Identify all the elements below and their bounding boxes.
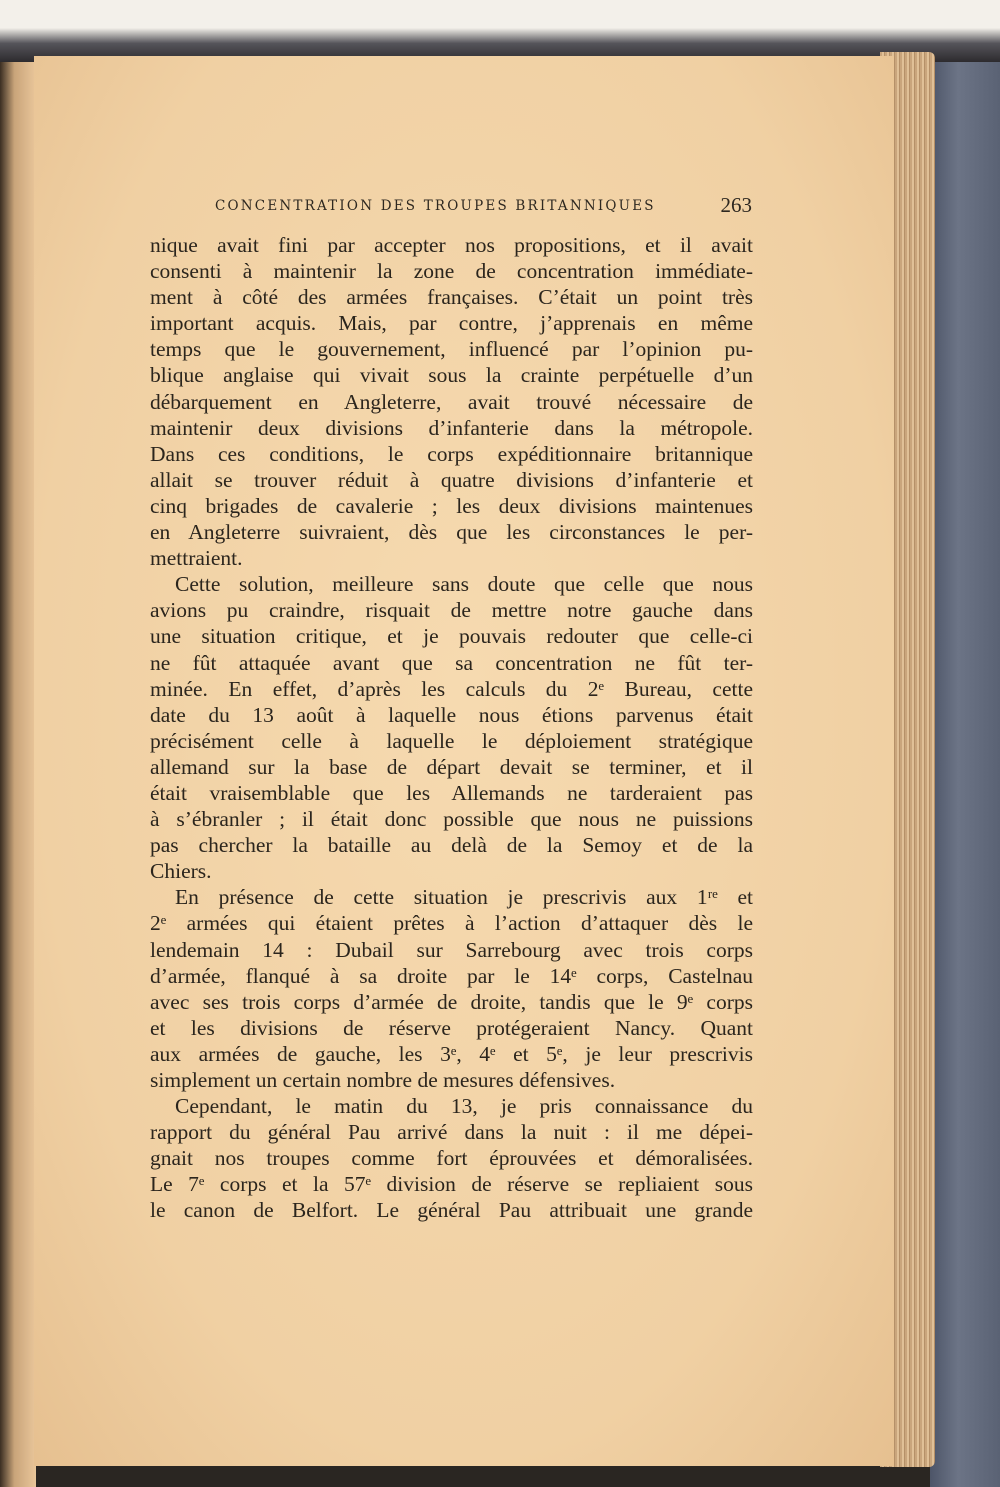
text-line: Dans ces conditions, le corps expéditionnaire britannique xyxy=(150,441,753,466)
text-line: avions pu craindre, risquait de mettre notre gauche dans xyxy=(150,598,753,623)
text-line: ne fût attaquée avant que sa concentration ne fût ter- xyxy=(150,650,753,675)
text-line: à s’ébranler ; il était donc possible que nous ne puissions xyxy=(150,807,753,832)
text-line: pas chercher la bataille au delà de la Semoy et de la xyxy=(150,833,753,858)
text-line: mettraient. xyxy=(150,546,243,571)
text-line: lendemain 14 : Dubail sur Sarrebourg avec trois corps xyxy=(150,937,753,962)
text-line: aux armées de gauche, les 3ᵉ, 4ᵉ et 5ᵉ, je leur prescrivis xyxy=(150,1041,753,1066)
text-line: d’armée, flanqué à sa droite par le 14ᵉ corps, Castelnau xyxy=(150,963,753,988)
running-title: CONCENTRATION DES TROUPES BRITANNIQUES xyxy=(215,198,656,214)
text-line: ment à côté des armées françaises. C’était un point très xyxy=(150,285,753,310)
text-line: minée. En effet, d’après les calculs du 2ᵉ Bureau, cette xyxy=(150,676,753,701)
text-line: cinq brigades de cavalerie ; les deux divisions maintenues xyxy=(150,493,753,518)
text-line: date du 13 août à laquelle nous étions parvenus était xyxy=(150,702,753,727)
book-gutter xyxy=(0,0,36,1487)
text-line: nique avait fini par accepter nos propositions, et il avait xyxy=(150,233,753,257)
text-line: Le 7ᵉ corps et la 57ᵉ division de réserve se repliaient sous xyxy=(150,1172,753,1197)
text-line: rapport du général Pau arrivé dans la nuit : il me dépei- xyxy=(150,1120,753,1145)
book-cover xyxy=(930,30,1000,1487)
text-line: et les divisions de réserve protégeraient Nancy. Quant xyxy=(150,1015,753,1040)
text-line: allemand sur la base de départ devait se terminer, et il xyxy=(150,754,753,779)
text-line: était vraisemblable que les Allemands ne tarderaient pas xyxy=(150,780,753,805)
text-line: une situation critique, et je pouvais redouter que celle-ci xyxy=(150,624,753,649)
text-line: précisément celle à laquelle le déploiement stratégique xyxy=(150,728,753,753)
text-line: simplement un certain nombre de mesures défensives. xyxy=(150,1068,616,1092)
text-line: En présence de cette situation je prescrivis aux 1ʳᵉ et xyxy=(175,885,753,910)
text-line: important acquis. Mais, par contre, j’apprenais en même xyxy=(150,311,753,336)
body-text xyxy=(150,232,753,1224)
text-line: Chiers. xyxy=(150,859,212,884)
text-line: Cette solution, meilleure sans doute que celle que nous xyxy=(175,572,753,597)
text-line: le canon de Belfort. Le général Pau attribuait une grande xyxy=(150,1198,753,1223)
text-line: temps que le gouvernement, influencé par l’opinion pu- xyxy=(150,337,753,362)
text-line: Cependant, le matin du 13, je pris connaissance du xyxy=(175,1094,753,1119)
text-line: consenti à maintenir la zone de concentration immédiate- xyxy=(150,259,753,284)
text-line: 2ᵉ armées qui étaient prêtes à l’action d’attaquer dès le xyxy=(150,911,753,936)
text-line: débarquement en Angleterre, avait trouvé nécessaire de xyxy=(150,389,753,414)
text-line: blique anglaise qui vivait sous la crainte perpétuelle d’un xyxy=(150,363,753,388)
book-top-edge xyxy=(0,0,1000,62)
text-line: allait se trouver réduit à quatre divisions d’infanterie et xyxy=(150,467,753,492)
text-line: avec ses trois corps d’armée de droite, tandis que le 9ᵉ corps xyxy=(150,989,753,1014)
text-line: maintenir deux divisions d’infanterie dans la métropole. xyxy=(150,415,753,440)
text-line: en Angleterre suivraient, dès que les circonstances le per- xyxy=(150,520,753,545)
text-line: gnait nos troupes comme fort éprouvées et démoralisées. xyxy=(150,1146,753,1171)
page-number: 263 xyxy=(720,193,752,217)
